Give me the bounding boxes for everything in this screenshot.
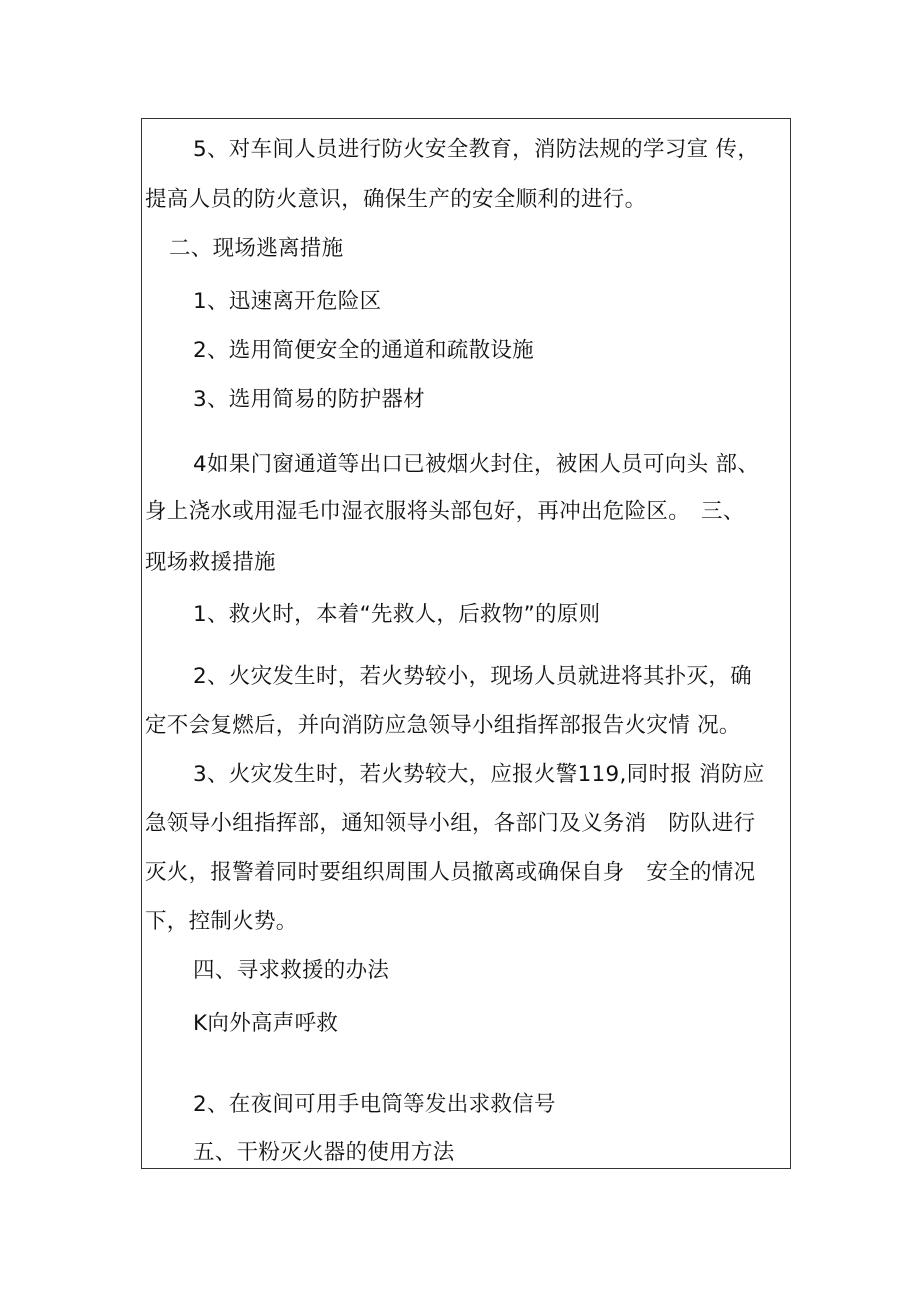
paragraph-line: 灭火，报警着同时要组织周围人员撤离或确保自身 安全的情况 [145, 860, 756, 885]
paragraph-line: 2、火灾发生时，若火势较小，现场人员就进将其扑灭，确 [193, 664, 752, 689]
section-heading: 五、干粉灭火器的使用方法 [193, 1140, 455, 1165]
section-heading: 四、寻求救援的办法 [193, 958, 390, 983]
list-item: 3、选用简易的防护器材 [193, 387, 425, 412]
paragraph-line: 定不会复燃后，并向消防应急领导小组指挥部报告火灾情 况。 [145, 713, 741, 738]
paragraph-line: 4如果门窗通道等出口已被烟火封住，被困人员可向头 部、 [193, 452, 760, 477]
list-item: 1、迅速离开危险区 [193, 289, 382, 314]
list-item: 2、选用简便安全的通道和疏散设施 [193, 338, 534, 363]
section-heading: 现场救援措施 [145, 550, 276, 575]
paragraph-line: 下，控制火势。 [145, 909, 298, 934]
paragraph-line: 5、对车间人员进行防火安全教育，消防法规的学习宣 传， [193, 137, 760, 162]
paragraph-line: 3、火灾发生时，若火势较大，应报火警119,同时报 消防应 [193, 762, 765, 787]
paragraph-line: 身上浇水或用湿毛巾湿衣服将头部包好，再冲出危险区。 三、 [145, 499, 745, 524]
paragraph-line: 提高人员的防火意识，确保生产的安全顺利的进行。 [145, 187, 647, 212]
list-item: 1、救火时，本着“先救人，后救物”的原则 [193, 602, 601, 627]
section-heading: 二、现场逃离措施 [169, 236, 344, 261]
list-item: 2、在夜间可用手电筒等发出求救信号 [193, 1092, 556, 1117]
list-item: K向外高声呼救 [193, 1011, 339, 1036]
paragraph-line: 急领导小组指挥部，通知领导小组，各部门及义务消 防队进行 [145, 811, 756, 836]
